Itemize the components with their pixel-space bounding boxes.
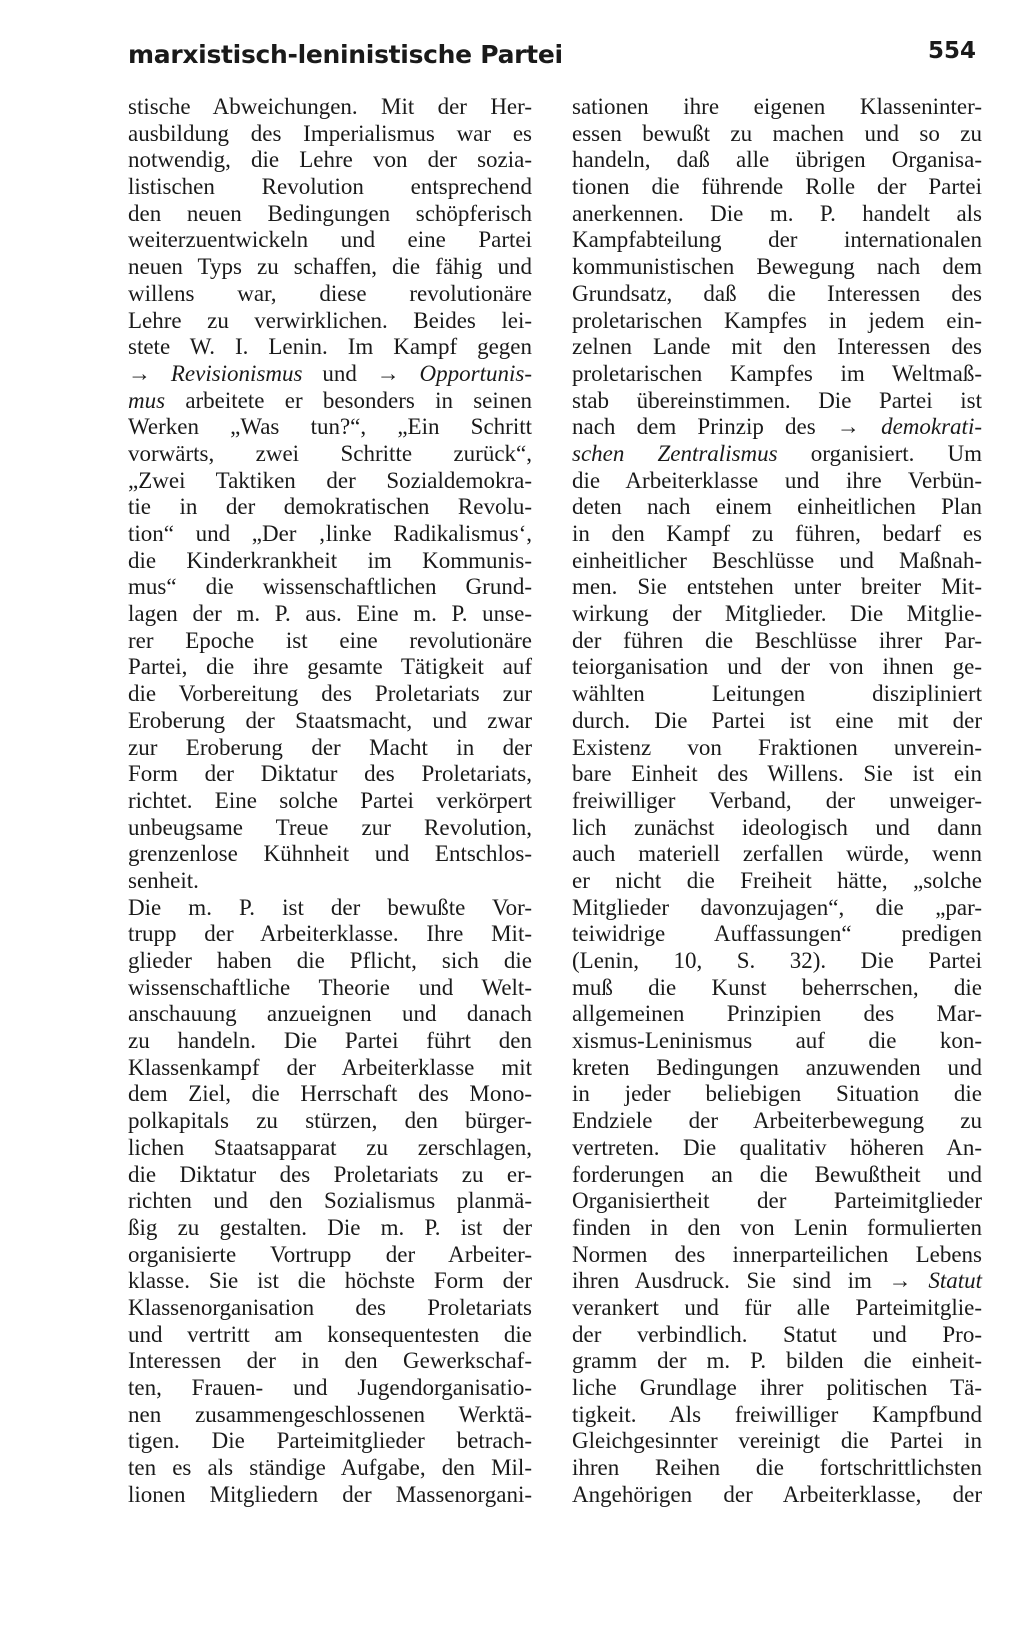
text-line: den neuen Bedingungen schöpferisch [128,200,532,226]
text-line: ausbildung des Imperialismus war es [128,120,532,146]
text-line: durch. Die Partei ist eine mit der [572,707,982,733]
text-segment: und → [302,360,420,386]
left-text-column [128,94,532,1508]
text-line: teiwidrige Auffassungen“ predigen [572,921,982,947]
text-line: und vertritt am konsequentesten die [128,1321,532,1347]
text-line [128,388,532,415]
text-line: proletarischen Kampfes in jedem ein- [572,307,982,333]
text-line: er nicht die Freiheit hätte, „solche [572,867,982,893]
text-line: der führen die Beschlüsse ihrer Par- [572,627,982,653]
text-line: willens war, diese revolutionäre [128,280,532,306]
text-line: ßig zu gestalten. Die m. P. ist der [128,1214,532,1240]
text-line: lagen der m. P. aus. Eine m. P. unse- [128,601,532,627]
text-line: Werken „Was tun?“, „Ein Schritt [128,414,532,440]
text-line: listischen Revolution entsprechend [128,174,532,200]
text-line: (Lenin, 10, S. 32). Die Partei [572,948,982,973]
text-line: verankert und für alle Parteimitglie- [572,1294,982,1320]
text-line: dem Ziel, die Herrschaft des Mono- [128,1081,532,1107]
text-segment: ihren Ausdruck. Sie sind im → [572,1268,929,1294]
text-line: tion“ und „Der ‚linke Radikalismus‘, [128,521,532,546]
text-line: anerkennen. Die m. P. handelt als [572,200,982,226]
text-line: unbeugsame Treue zur Revolution, [128,814,532,840]
text-segment: → [128,360,171,386]
text-line: liche Grundlage ihrer politischen Tä- [572,1375,982,1400]
text-line: die Vorbereitung des Proletariats zur [128,681,532,707]
text-line: deten nach einem einheitlichen Plan [572,494,982,520]
text-line: Kampfabteilung der internationalen [572,227,982,253]
text-line: sationen ihre eigenen Klasseninter- [572,94,982,119]
text-line: proletarischen Kampfes im Weltmaß- [572,360,982,386]
text-line: trupp der Arbeiterklasse. Ihre Mit- [128,921,532,947]
text-segment: organisiert. Um [777,440,982,466]
text-line: lionen Mitgliedern der Massenorgani- [128,1481,532,1507]
text-line: tionen die führende Rolle der Partei [572,174,982,200]
text-line: xismus-Leninismus auf die kon- [572,1028,982,1054]
text-line: finden in den von Lenin formulierten [572,1214,982,1240]
text-line: mus“ die wissenschaftlichen Grund- [128,574,532,600]
text-line: kreten Bedingungen anzuwenden und [572,1054,982,1080]
italic-term: Statut [928,1268,982,1294]
text-line: richten und den Sozialismus planmä- [128,1188,532,1214]
text-line: kommunistischen Bewegung nach dem [572,254,982,280]
text-line: in den Kampf zu führen, bedarf es [572,521,982,546]
italic-term: Revisionismus [170,360,303,386]
text-line: organisierte Vortrupp der Arbeiter- [128,1241,532,1267]
text-line: ten, Frauen- und Jugendorganisatio- [128,1375,532,1400]
text-line: zelnen Lande mit den Interessen des [572,334,982,360]
text-line: in jeder beliebigen Situation die [572,1081,982,1107]
text-line: stab übereinstimmen. Die Partei ist [572,387,982,413]
text-line: stische Abweichungen. Mit der Her- [128,94,532,119]
right-text-column [572,94,982,1508]
text-line: senheit. [128,867,199,893]
text-line: Klassenorganisation des Proletariats [128,1294,532,1320]
text-line [572,441,982,468]
text-line: stete W. I. Lenin. Im Kampf gegen [128,334,532,360]
text-line: lich zunächst ideologisch und dann [572,814,982,840]
italic-term: mus [128,387,166,413]
text-line: wirkung der Mitglieder. Die Mitglie- [572,601,982,627]
text-line: nen zusammengeschlossenen Werktä- [128,1401,532,1427]
text-segment: nach dem Prinzip des → [572,414,882,440]
text-line: vorwärts, zwei Schritte zurück“, [128,440,532,466]
text-line: Mitglieder davonzujagen“, die „par- [572,894,982,920]
text-line: essen bewußt zu machen und so zu [572,120,982,146]
text-line: muß die Kunst beherrschen, die [572,974,982,1000]
running-header-title: marxistisch-leninistische Partei [128,40,563,69]
text-line: Organisiertheit der Parteimitglieder [572,1188,982,1214]
text-line: Normen des innerparteilichen Lebens [572,1241,982,1267]
text-line: Klassenkampf der Arbeiterklasse mit [128,1054,532,1080]
text-line: vertreten. Die qualitativ höheren An- [572,1134,982,1160]
text-line: anschauung anzueignen und danach [128,1001,532,1027]
italic-term: demokrati- [881,414,982,440]
text-line: teiorganisation und der von ihnen ge- [572,654,982,680]
text-line: Gleichgesinnter vereinigt die Partei in [572,1428,982,1454]
text-line: gramm der m. P. bilden die einheit- [572,1348,982,1374]
text-line: Interessen der in den Gewerkschaf- [128,1348,532,1374]
text-line: lichen Staatsapparat zu zerschlagen, [128,1134,532,1160]
text-line: Die m. P. ist der bewußte Vor- [128,894,532,920]
text-line: Form der Diktatur des Proletariats, [128,761,532,787]
text-line: wählten Leitungen diszipliniert [572,681,982,707]
text-line: der verbindlich. Statut und Pro- [572,1321,982,1347]
text-line: tigkeit. Als freiwilliger Kampfbund [572,1401,982,1427]
text-line: ihren Reihen die fortschrittlichsten [572,1455,982,1481]
text-line: einheitlicher Beschlüsse und Maßnah- [572,547,982,573]
text-line: ten es als ständige Aufgabe, den Mil- [128,1455,532,1481]
text-line: richtet. Eine solche Partei verkörpert [128,787,532,813]
text-line: wissenschaftliche Theorie und Welt- [128,974,532,1000]
text-line [128,361,532,388]
text-line: Lehre zu verwirklichen. Beides lei- [128,307,532,333]
text-line: Grundsatz, daß die Interessen des [572,280,982,306]
text-line: weiterzuentwickeln und eine Partei [128,227,532,253]
text-line: glieder haben die Pflicht, sich die [128,948,532,973]
text-line: Partei, die ihre gesamte Tätigkeit auf [128,654,532,680]
text-line: Existenz von Fraktionen unverein- [572,734,982,760]
text-line: freiwilliger Verband, der unweiger- [572,787,982,813]
text-line: „Zwei Taktiken der Sozialdemokra- [128,467,532,493]
text-line: zur Eroberung der Macht in der [128,734,532,760]
text-line: die Diktatur des Proletariats zu er- [128,1161,532,1187]
text-line: neuen Typs zu schaffen, die fähig und [128,254,532,280]
text-line: allgemeinen Prinzipien des Mar- [572,1001,982,1027]
text-line: Eroberung der Staatsmacht, und zwar [128,707,532,733]
italic-term: Opportunis- [419,360,532,386]
italic-term: schen Zentralismus [572,440,778,466]
text-line: auch materiell zerfallen würde, wenn [572,841,982,867]
text-line: grenzenlose Kühnheit und Entschlos- [128,841,532,867]
text-line: polkapitals zu stürzen, den bürger- [128,1108,532,1134]
text-line: notwendig, die Lehre von der sozia- [128,147,532,173]
text-line: tie in der demokratischen Revolu- [128,494,532,520]
text-line: Endziele der Arbeiterbewegung zu [572,1108,982,1134]
text-line: handeln, daß alle übrigen Organisa- [572,147,982,173]
text-line: klasse. Sie ist die höchste Form der [128,1268,532,1294]
text-line: zu handeln. Die Partei führt den [128,1028,532,1054]
page-number: 554 [927,38,976,64]
text-line: men. Sie entstehen unter breiter Mit- [572,574,982,600]
text-line [572,1268,982,1295]
text-line: bare Einheit des Willens. Sie ist ein [572,761,982,787]
text-line: die Arbeiterklasse und ihre Verbün- [572,467,982,493]
text-line: tigen. Die Parteimitglieder betrach- [128,1428,532,1454]
text-line [572,414,982,441]
text-line: die Kinderkrankheit im Kommunis- [128,547,532,573]
text-line: Angehörigen der Arbeiterklasse, der [572,1481,982,1507]
text-segment: arbeitete er besonders in seinen [165,387,532,413]
text-line: forderungen an die Bewußtheit und [572,1161,982,1187]
text-line: rer Epoche ist eine revolutionäre [128,627,532,653]
